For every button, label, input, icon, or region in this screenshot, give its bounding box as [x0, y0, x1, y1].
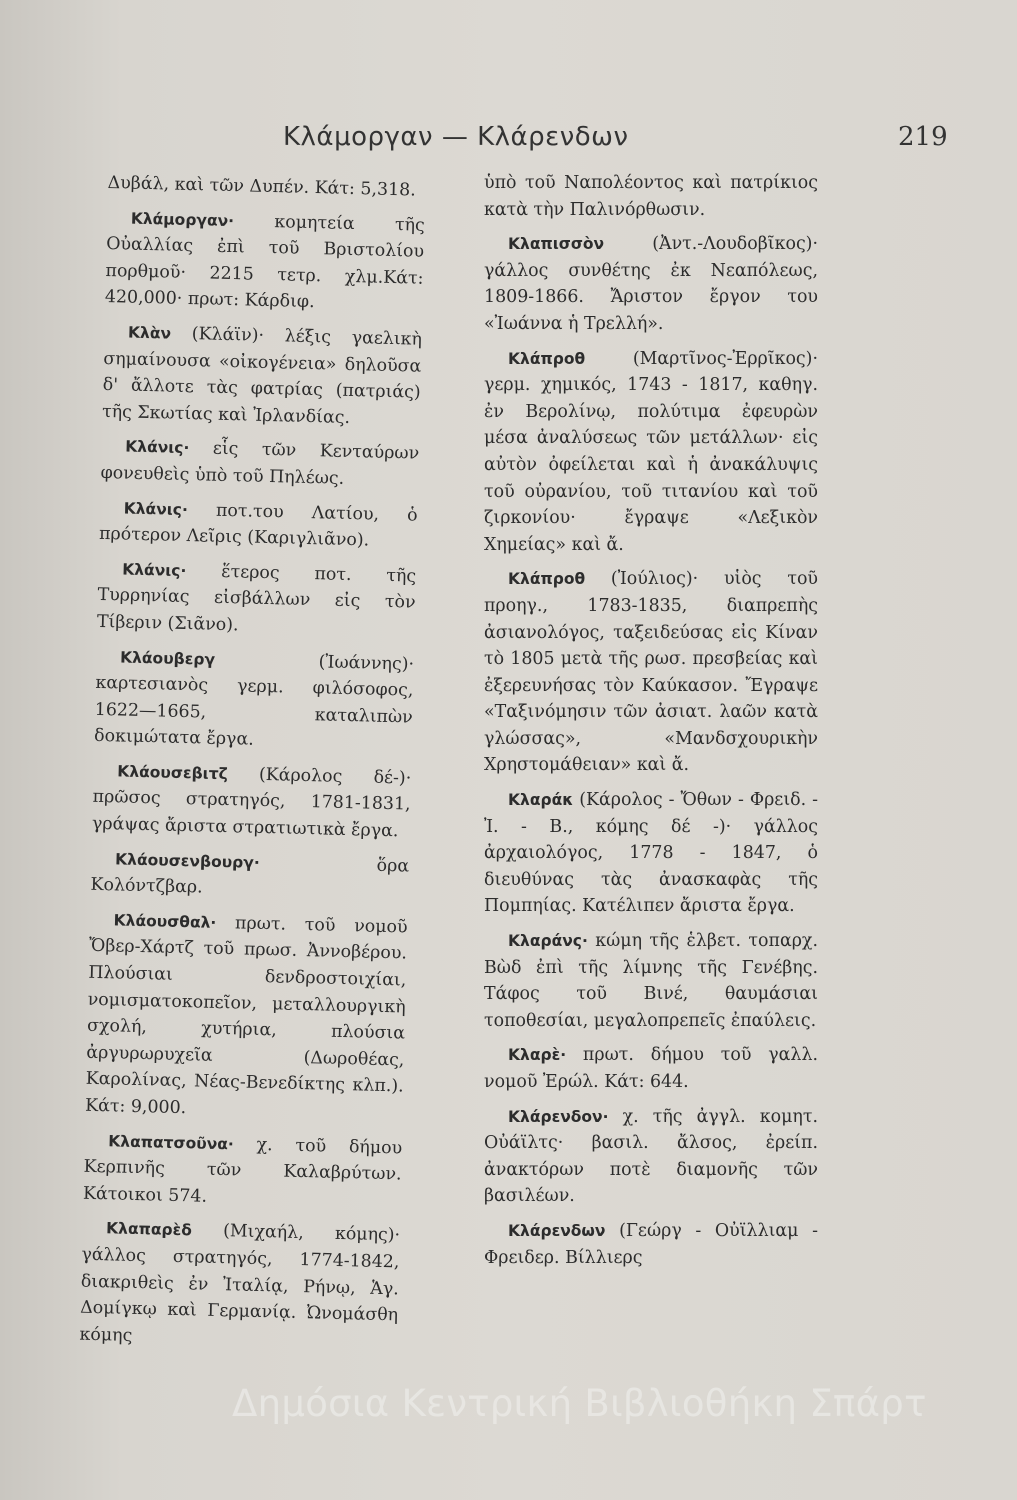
- entry-text: (Ἀντ.-Λουδοβῖκος)· γάλλος συνθέτης ἐκ Νεαπόλεως, 1809-1866. Ἄριστον ἔργον του «Ἰωάννα ἡ Τρελλή».: [484, 234, 818, 334]
- entry-headword: Κλάουβεργ: [119, 647, 216, 669]
- dictionary-entry: [484, 928, 818, 1034]
- dictionary-entry: [107, 170, 426, 204]
- entry-headword: Κλαρὲ·: [508, 1046, 567, 1065]
- entry-text: πρωτ. δήμου τοῦ γαλλ. νομοῦ Ἐρώλ. Κάτ: 644.: [484, 1045, 818, 1092]
- entry-text: κώμη τῆς ἑλβετ. τοπαρχ. Βὼδ ἐπὶ τῆς λίμνης τῆς Γενέβης. Τάφος τοῦ Βινέ, θαυμάσιαι τοποθεσίαι, μεγαλοπρεπεῖς ἐπαύλεις.: [484, 931, 818, 1031]
- entry-headword: Κλὰν: [127, 323, 172, 343]
- dictionary-entry: [484, 231, 818, 337]
- dictionary-entry: [83, 1127, 403, 1215]
- entry-text: εἷς τῶν Κενταύρων φονευθεὶς ὑπὸ τοῦ Πηλέως.: [100, 438, 420, 489]
- entry-text: (Μιχαήλ, κόμης)· γάλλος στρατηγός, 1774-1842, διακριθεὶς ἐν Ἰταλίᾳ, Ρήνῳ, Ἁγ. Δομίγκῳ καὶ Γερμανίᾳ. Ὠνομάσθη κόμης: [79, 1220, 401, 1346]
- entry-headword: Κλάπροθ: [508, 349, 586, 368]
- entry-text: (Ἰωάννης)· καρτεσιανὸς γερμ. φιλόσοφος, 1622—1665, καταλιπὼν δοκιμώτατα ἔργα.: [93, 649, 415, 751]
- right-column: [484, 170, 818, 1279]
- entry-headword: Κλάνις·: [125, 437, 190, 458]
- library-watermark: Δημόσια Κεντρική Βιβλιοθήκη Σπάρτ: [232, 1382, 927, 1425]
- dictionary-entry: [94, 643, 415, 757]
- dictionary-entry: [484, 1042, 818, 1095]
- dictionary-entry: [102, 319, 423, 433]
- entry-headword: Κλαράκ: [508, 791, 574, 810]
- page-header: [0, 122, 1017, 162]
- dictionary-entry: [484, 1104, 818, 1210]
- entry-text: κομητεία τῆς Οὐαλλίας ἐπὶ τοῦ Βριστολίου πορθμοῦ· 2215 τετρ. χλμ.Κάτ: 420,000· πρωτ: Κάρδιφ.: [104, 210, 425, 313]
- dictionary-entry: [97, 556, 417, 644]
- entry-headword: Κλάρενδων: [508, 1221, 606, 1240]
- entry-headword: Κλάμοργαν·: [130, 209, 235, 230]
- dictionary-entry: [85, 907, 408, 1127]
- left-column: [79, 170, 426, 1364]
- entry-headword: Κλαράνς·: [508, 932, 588, 951]
- dictionary-entry: [484, 346, 818, 559]
- entry-text: (Γεώργ - Οὐϊλλιαμ - Φρειδερ. Βίλλιερς: [484, 1220, 818, 1268]
- entry-text: ποτ.του Λατίου, ὁ πρότερον Λεῖρις (Καριγλιᾶνο).: [98, 499, 418, 551]
- entry-headword: Κλαπισσὸν: [508, 235, 605, 254]
- entry-headword: Κλάνις·: [122, 560, 187, 580]
- running-head: Κλάμοργαν — Κλάρενδων: [283, 122, 629, 152]
- entry-text: Δυβάλ, καὶ τῶν Δυπέν. Κάτ: 5,318.: [107, 172, 416, 201]
- entry-text: χ. τῆς ἀγγλ. κομητ. Οὐάϊλτς· βασιλ. ἄλσος, ἐρείπ. ἀνακτόρων ποτὲ διαμονῆς τῶν βασιλέων.: [484, 1106, 818, 1207]
- dictionary-entry: [484, 170, 818, 223]
- dictionary-entry: [484, 787, 818, 920]
- dictionary-entry: [99, 494, 418, 555]
- entry-text: ἕτερος ποτ. τῆς Τυρρηνίας εἰσβάλλων εἰς τὸν Τίβεριν (Σιᾶνο).: [96, 560, 417, 636]
- dictionary-entry: [79, 1215, 400, 1356]
- entry-headword: Κλαπαρὲδ: [105, 1219, 193, 1240]
- dictionary-entry: [105, 205, 426, 319]
- entry-text: (Ἰούλιος)· υἱὸς τοῦ προηγ., 1783-1835, διαπρεπὴς ἀσιανολόγος, ταξειδεύσας εἰς Κίναν τὸ 1805 μετὰ τῆς ρωσ. πρεσβείας καὶ ἐξερευνήσας τὸν Καύκασον. Ἔγραψε «Ταξινόμησιν τῶν ἀσιατ. λαῶν κατὰ γλώσσας», «Μανδσχουρικὴν Χρηστομάθειαν» καὶ ἄ.: [484, 569, 818, 776]
- entry-headword: Κλαπατσοῦνα·: [108, 1131, 235, 1153]
- dictionary-entry: [92, 758, 412, 846]
- entry-text: ὑπὸ τοῦ Ναπολέοντος καὶ πατρίκιος κατὰ τὴν Παλινόρθωσιν.: [484, 173, 818, 220]
- entry-text: (Κάρολος δέ-)· πρῶσος στρατηγός, 1781-1831, γράψας ἄριστα στρατιωτικὰ ἔργα.: [91, 763, 412, 842]
- entry-text: ὅρα Κολόντζβαρ.: [90, 852, 410, 898]
- entry-text: (Κλάϊν)· λέξις γαελικὴ σημαίνουσα «οἰκογένεια» δηλοῦσα δ' ἄλλοτε τὰς φατρίας (πατριάς) τῆς Σκωτίας καὶ Ἰρλανδίας.: [101, 323, 423, 428]
- entry-text: χ. τοῦ δήμου Κερπινῆς τῶν Καλαβρύτων. Κάτοικοι 574.: [82, 1133, 403, 1207]
- entry-text: (Κάρολος - Ὄθων - Φρειδ. - Ἰ. - Β., κόμης δέ -)· γάλλος ἀρχαιολόγος, 1778 - 1847, ὁ διευθύνας τὰς ἀνασκαφὰς τῆς Πομπηίας. Κατέλιπεν ἄριστα ἔργα.: [484, 790, 818, 917]
- entry-headword: Κλάρενδον·: [508, 1107, 609, 1126]
- entry-headword: Κλάνις·: [123, 499, 189, 519]
- entry-headword: Κλάουσθαλ·: [113, 911, 217, 932]
- dictionary-entry: [100, 433, 419, 494]
- entry-text: (Μαρτῖνος-Ἐρρῖκος)· γερμ. χημικός, 1743 - 1817, καθηγ. ἐν Βερολίνῳ, πολύτιμα ἐφευρὼν μέσα ἀναλύσεως τῶν μετάλλων· εἰς αὐτὸν ὀφείλεται καὶ ἡ ἀνακάλυψις τοῦ οὐρανίου, τοῦ τιτανίου καὶ τοῦ ζιρκονίου· ἔγραψε «Λεξικὸν Χημείας» καὶ ἄ.: [484, 348, 818, 555]
- page-number: 219: [898, 122, 948, 152]
- entry-headword: Κλάουσενβουργ·: [114, 850, 260, 872]
- dictionary-entry: [484, 1218, 818, 1271]
- dictionary-entry: [90, 845, 409, 906]
- entry-headword: Κλάουσεβιτζ: [117, 762, 228, 783]
- entry-text: πρωτ. τοῦ νομοῦ Ὄβερ-Χάρτζ τοῦ πρωσ. Ἀννοβέρου. Πλούσιαι δενδροστοιχίαι, νομισματοκοπεῖον, μεταλλουργικὴ σχολή, χυτήρια, πλούσια ἀργυρωρυχεῖα (Δωροθέας, Καρολίνας, Νέας-Βενεδίκτης κλπ.). Κάτ: 9,000.: [84, 912, 408, 1119]
- entry-headword: Κλάπροθ: [508, 570, 586, 589]
- dictionary-entry: [484, 566, 818, 779]
